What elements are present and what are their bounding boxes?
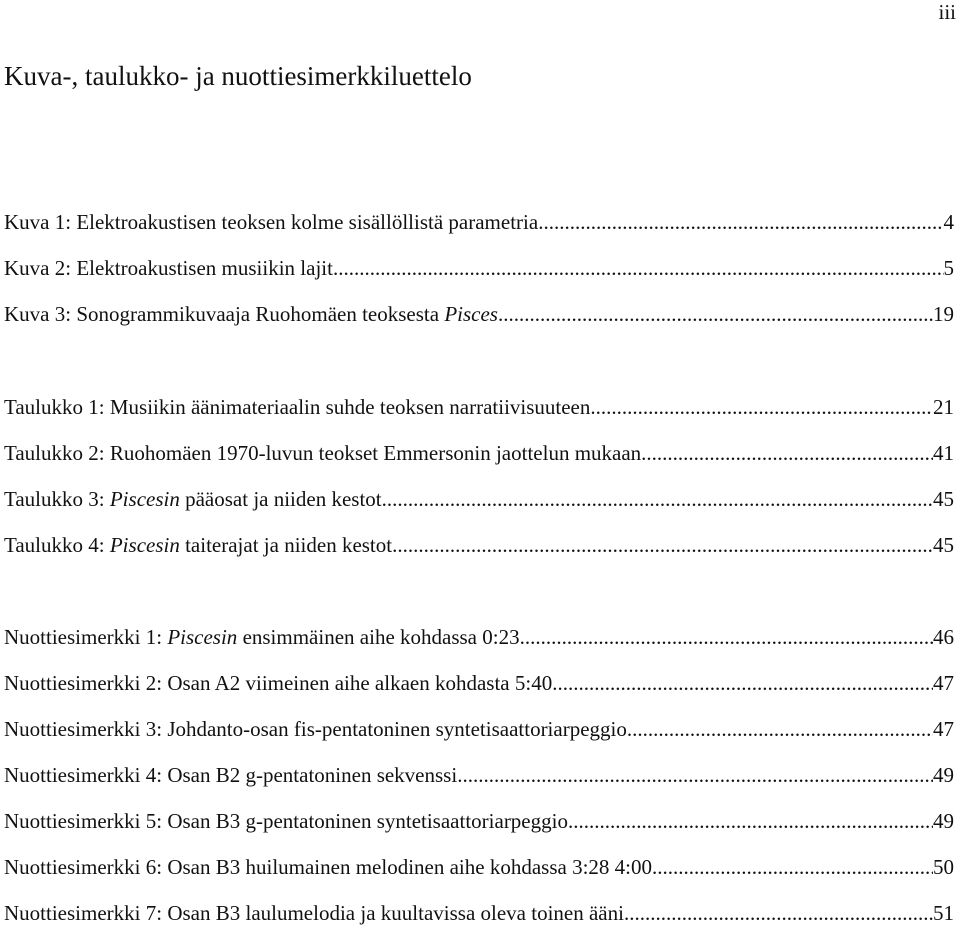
entry-title — [4, 300, 498, 328]
entry-page-number: 45 — [933, 487, 954, 511]
music-example-list — [4, 623, 954, 945]
entry-title — [4, 899, 624, 927]
dot-leader — [333, 254, 944, 282]
entry-title-suffix: pääosat ja niiden kestot — [179, 487, 382, 511]
entry-title-text: Kuva 3: Sonogrammikuvaaja Ruohomäen teoksesta — [4, 302, 445, 326]
entry-page-number: 5 — [943, 256, 954, 280]
dot-leader — [641, 439, 933, 467]
entry-page-number: 47 — [933, 671, 954, 695]
toc-entry[interactable] — [4, 254, 954, 300]
entry-title — [4, 761, 457, 789]
entry-page-number: 45 — [933, 533, 954, 557]
entry-title-text: Taulukko 1: Musiikin äänimateriaalin suhde teoksen narratiivisuuteen — [4, 395, 591, 419]
dot-leader — [627, 715, 933, 743]
entry-title-suffix: ensimmäinen aihe kohdassa 0:23 — [237, 625, 520, 649]
entry-title-italic: Piscesin — [109, 487, 180, 511]
entry-title-text: Taulukko 4: — [4, 533, 110, 557]
toc-entry[interactable] — [4, 715, 954, 761]
toc-entry[interactable] — [4, 439, 954, 485]
dot-leader — [538, 208, 943, 236]
dot-leader — [382, 485, 933, 513]
toc-entry[interactable] — [4, 531, 954, 577]
table-list — [4, 393, 954, 577]
toc-entry[interactable] — [4, 853, 954, 899]
dot-leader — [392, 531, 933, 559]
dot-leader — [568, 807, 933, 835]
entry-page-number: 4 — [943, 210, 954, 234]
entry-title-text: Nuottiesimerkki 3: Johdanto-osan fis-pentatoninen syntetisaattoriarpeggio — [4, 717, 627, 741]
entry-title-text: Nuottiesimerkki 6: Osan B3 huilumainen melodinen aihe kohdassa 3:28 4:00 — [4, 855, 652, 879]
entry-title — [4, 623, 520, 651]
entry-title-text: Nuottiesimerkki 1: — [4, 625, 168, 649]
entry-title-text: Taulukko 2: Ruohomäen 1970-luvun teokset Emmersonin jaottelun mukaan — [4, 441, 642, 465]
entry-title — [4, 669, 552, 697]
entry-title-italic: Piscesin — [109, 533, 180, 557]
dot-leader — [457, 761, 933, 789]
dot-leader — [590, 393, 933, 421]
toc-entry[interactable] — [4, 669, 954, 715]
toc-entry[interactable] — [4, 807, 954, 853]
toc-entry[interactable] — [4, 623, 954, 669]
dot-leader — [652, 853, 933, 881]
toc-entry[interactable] — [4, 899, 954, 945]
entry-title-suffix: taiterajat ja niiden kestot — [179, 533, 393, 557]
figure-list — [4, 208, 954, 346]
entry-title-text: Nuottiesimerkki 5: Osan B3 g-pentatoninen syntetisaattoriarpeggio — [4, 809, 568, 833]
dot-leader — [552, 669, 933, 697]
page-number: iii — [938, 0, 956, 24]
dot-leader — [624, 899, 933, 927]
entry-page-number: 49 — [933, 763, 954, 787]
entry-title-text: Nuottiesimerkki 7: Osan B3 laulumelodia ja kuultavissa oleva toinen ääni — [4, 901, 624, 925]
entry-title — [4, 393, 590, 421]
entry-title-italic: Piscesin — [167, 625, 238, 649]
entry-title — [4, 439, 641, 467]
toc-entry[interactable] — [4, 485, 954, 531]
entry-page-number: 51 — [933, 901, 954, 925]
toc-entry[interactable] — [4, 761, 954, 807]
entry-title — [4, 485, 382, 513]
entry-page-number: 50 — [933, 855, 954, 879]
entry-page-number: 41 — [933, 441, 954, 465]
entry-title-text: Kuva 2: Elektroakustisen musiikin lajit — [4, 256, 333, 280]
entry-title-italic: Pisces — [444, 302, 498, 326]
entry-page-number: 21 — [933, 395, 954, 419]
entry-title — [4, 208, 538, 236]
entry-title — [4, 715, 627, 743]
toc-entry[interactable] — [4, 300, 954, 346]
entry-title-text: Nuottiesimerkki 4: Osan B2 g-pentatoninen sekvenssi — [4, 763, 458, 787]
page-title: Kuva-, taulukko- ja nuottiesimerkkiluettelo — [4, 61, 472, 91]
entry-title-text: Nuottiesimerkki 2: Osan A2 viimeinen aihe alkaen kohdasta 5:40 — [4, 671, 553, 695]
entry-page-number: 19 — [933, 302, 954, 326]
toc-entry[interactable] — [4, 208, 954, 254]
entry-title-text: Kuva 1: Elektroakustisen teoksen kolme sisällöllistä parametria — [4, 210, 539, 234]
entry-page-number: 47 — [933, 717, 954, 741]
toc-entry[interactable] — [4, 393, 954, 439]
entry-title — [4, 531, 392, 559]
dot-leader — [498, 300, 933, 328]
entry-title — [4, 807, 568, 835]
entry-page-number: 46 — [933, 625, 954, 649]
entry-title — [4, 853, 652, 881]
entry-title — [4, 254, 333, 282]
entry-title-text: Taulukko 3: — [4, 487, 110, 511]
dot-leader — [520, 623, 933, 651]
entry-page-number: 49 — [933, 809, 954, 833]
